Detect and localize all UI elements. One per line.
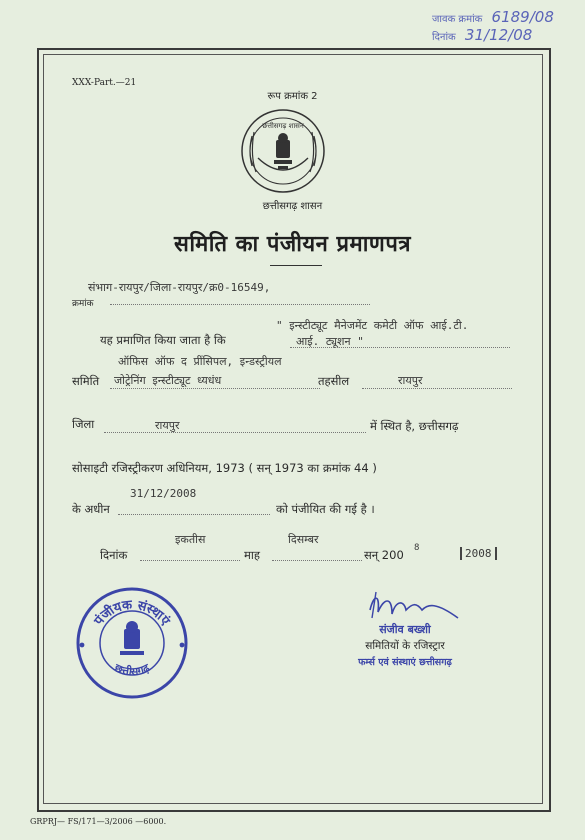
dotted-line [104,432,366,433]
district-label: जिला [72,417,95,431]
outward-date-row [432,26,582,44]
dotted-line [110,304,370,305]
outward-number-row [432,8,582,26]
tehsil-label: तहसील [318,374,350,388]
dotted-line [272,560,362,561]
year-digit: 8 [414,543,420,553]
signatory-office: फर्म्स एवं संस्थाएं छत्तीसगढ़ [358,657,452,668]
receipt-stamp [432,8,582,44]
dotted-line [140,560,240,561]
society-name-line-2: आई. ट्यूशन " [296,335,364,348]
month-value: दिसम्बर [288,533,319,546]
certify-text: यह प्रमाणित किया जाता है कि [100,333,226,347]
government-name: छत्तीसगढ़ शासन [262,201,323,212]
samiti-label: समिति [72,374,100,388]
dotted-line [110,388,320,389]
svg-text:छत्तीसगढ़ शासन: छत्तीसगढ़ शासन [262,122,304,130]
date-label: दिनांक [100,548,128,562]
day-value: इकतीस [175,533,206,546]
outward-date-value: 31/12/08 [464,26,533,44]
located-text: में स्थित है, छत्तीसगढ़ [370,419,459,433]
act-text: सोसाइटी रजिस्ट्रीकरण अधिनियम, 1973 ( सन् 1973 का क्रमांक 44 ) [72,461,377,475]
certificate-title: समिति का पंजीयन प्रमाणपत्र [174,232,411,257]
dotted-line [290,347,510,348]
registration-number-value: संभाग-रायपुर/जिला-रायपुर/क्र0-16549, [88,281,271,294]
dotted-line [118,514,270,515]
signatory-name: संजीव बख्शी [379,623,431,636]
outward-date-label: दिनांक [432,32,456,43]
month-label: माह [244,548,260,562]
signatory-block [340,622,470,668]
samiti-value: जोट्रेनिंग इन्स्टीट्यूट ध्यधंध [114,374,222,387]
part-number: XXX-Part.—21 [72,78,137,88]
title-underline [270,265,322,266]
registrar-seal-icon [74,585,190,701]
registration-date: 31/12/2008 [130,487,197,500]
society-name-line-1: " इन्स्टीट्यूट मैनेजमेंट कमेटी ऑफ आई.टी. [276,319,469,332]
registered-text: को पंजीयित की गई है । [276,502,375,516]
print-footer: GRPRJ— FS/171—3/2006 —6000. [30,817,167,826]
signatory-role: समितियों के रजिस्ट्रार [365,640,445,652]
under-label: के अधीन [72,502,110,516]
outward-number-value: 6189/08 [491,8,554,26]
svg-text:पंजीयक संस्थाएं: पंजीयक संस्थाएं [91,597,173,629]
year-box: 2008 [460,547,497,560]
registration-number-label: क्रमांक [72,299,94,309]
svg-text:छत्तीसगढ़: छत्तीसगढ़ [112,661,152,679]
form-number: रूप क्रमांक 2 [267,91,318,102]
emblem-caption [238,106,328,196]
year-label: सन् 200 [364,548,404,562]
tehsil-value: रायपुर [398,374,423,387]
dotted-line [362,388,512,389]
district-value: रायपुर [155,419,180,432]
society-name-line-3: ऑफिस ऑफ द प्रींसिपल, इन्डस्ट्रीयल [118,355,282,368]
outward-number-label: जावक क्रमांक [432,14,483,25]
